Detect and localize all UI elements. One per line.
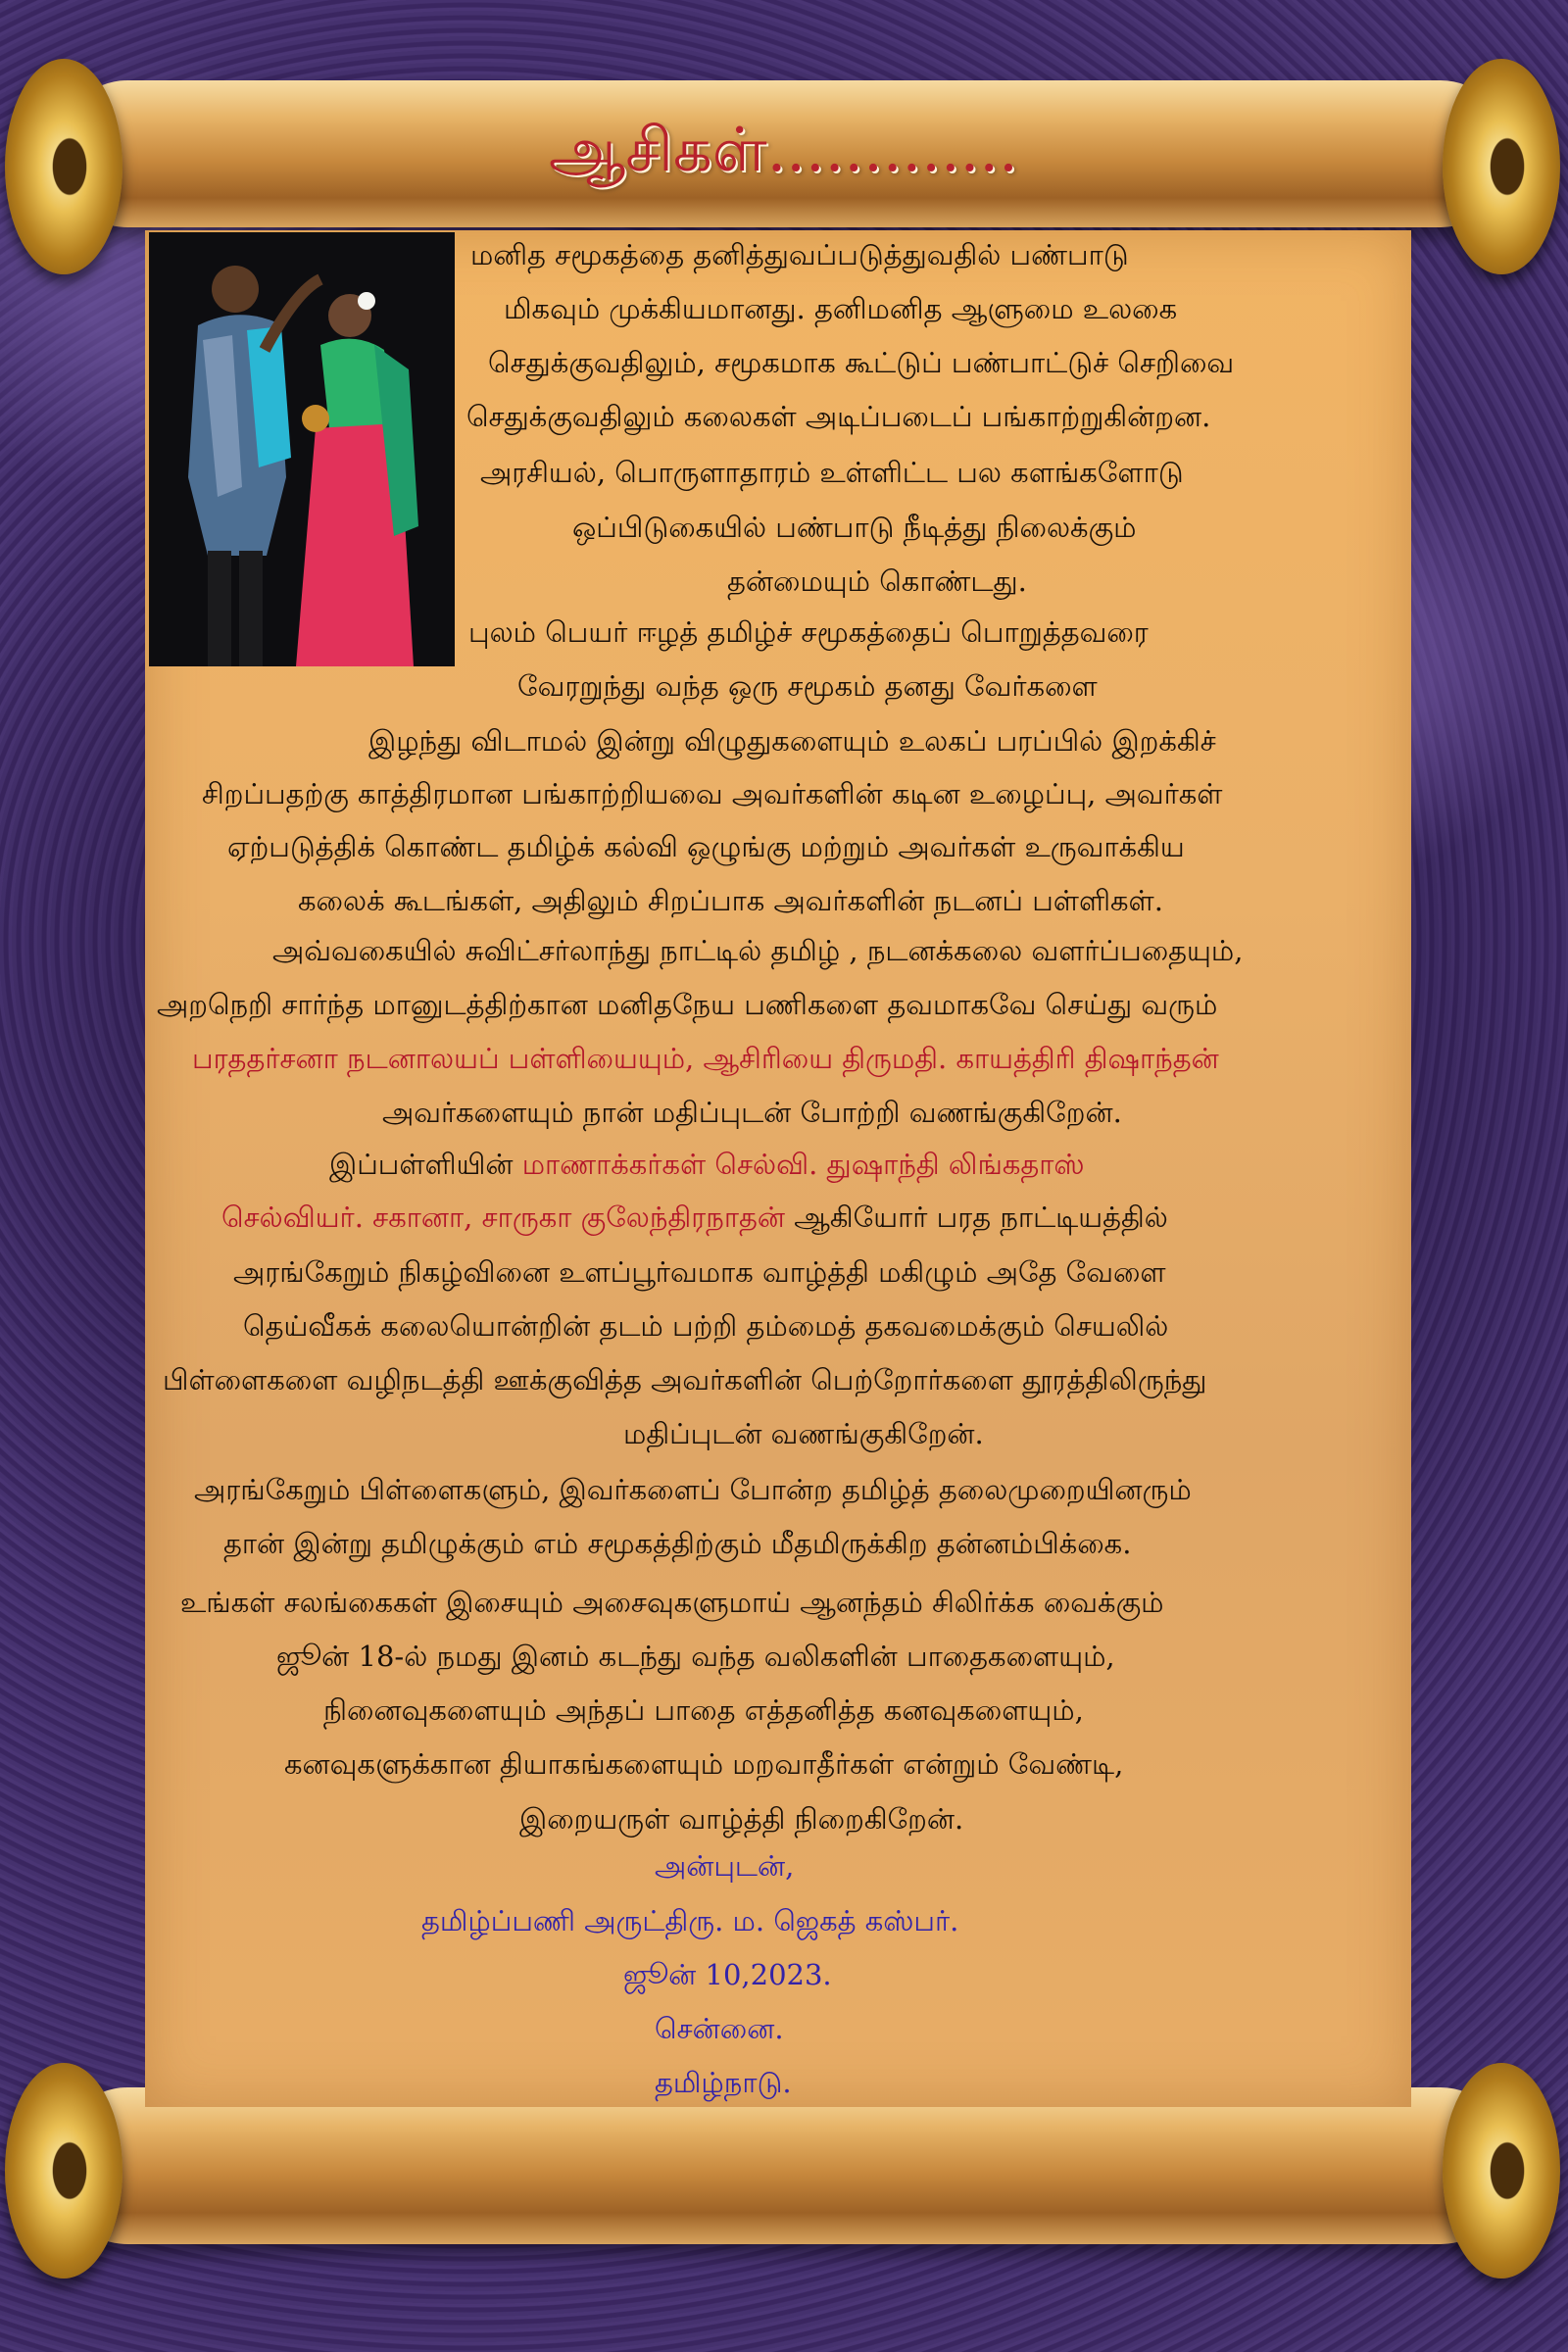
signature-city: சென்னை.: [655, 2012, 784, 2045]
students-line: [221, 1198, 1348, 1237]
body-line: இறையருள் வாழ்த்தி நிறைகிறேன்.: [519, 1802, 964, 1836]
body-text: ஆகியோர் பரத நாட்டியத்தில்: [794, 1200, 1168, 1234]
body-line: மனித சமூகத்தை தனித்துவப்படுத்துவதில் பண்பாடு: [470, 238, 1129, 271]
body-line: மிகவும் முக்கியமானது. தனிமனித ஆளுமை உலகை: [504, 292, 1178, 325]
body-line: செதுக்குவதிலும் கலைகள் அடிப்படைப் பங்காற்றுகின்றன.: [466, 400, 1211, 433]
body-line: வேரறுந்து வந்த ஒரு சமூகம் தனது வேர்களை: [517, 669, 1098, 703]
body-line: செதுக்குவதிலும், சமூகமாக கூட்டுப் பண்பாட்டுச் செறிவை: [488, 346, 1235, 379]
body-line: ஏற்படுத்திக் கொண்ட தமிழ்க் கல்வி ஒழுங்கு மற்றும் அவர்கள் உருவாக்கிய: [227, 830, 1185, 863]
body-line: அறநெறி சார்ந்த மானுடத்திற்கான மனிதநேய பணிகளை தவமாகவே செய்து வரும்: [157, 988, 1218, 1021]
body-line: அரசியல், பொருளாதாரம் உள்ளிட்ட பல களங்களோடு: [480, 456, 1184, 489]
signature-date: ஜூன் 10,2023.: [623, 1958, 832, 1991]
students-line: [329, 1145, 1309, 1184]
body-line: பிள்ளைகளை வழிநடத்தி ஊக்குவித்த அவர்களின் பெற்றோர்களை தூரத்திலிருந்து: [163, 1363, 1207, 1396]
signature-name: தமிழ்ப்பணி அருட்திரு. ம. ஜெகத் கஸ்பர்.: [421, 1904, 959, 1937]
student-names: செல்வியர். சகானா, சாருகா குலேந்திரநாதன்: [221, 1200, 786, 1234]
body-line: தெய்வீகக் கலையொன்றின் தடம் பற்றி தம்மைத் தகவமைக்கும் செயலில்: [243, 1309, 1169, 1343]
body-text: இப்பள்ளியின்: [329, 1148, 514, 1181]
body-line: ஜூன் 18-ல் நமது இனம் கடந்து வந்த வலிகளின் பாதைகளையும்,: [276, 1640, 1115, 1673]
scroll-knob-icon: [1443, 2063, 1560, 2278]
body-line: அவர்களையும் நான் மதிப்புடன் போற்றி வணங்குகிறேன்.: [382, 1096, 1122, 1129]
body-line: அரங்கேறும் பிள்ளைகளும், இவர்களைப் போன்ற தமிழ்த் தலைமுறையினரும்: [194, 1473, 1192, 1506]
scroll-bottom-roll: [59, 2087, 1509, 2244]
student-names: மாணாக்கர்கள் செல்வி. துஷாந்தி லிங்கதாஸ்: [521, 1148, 1085, 1181]
body-line: நினைவுகளையும் அந்தப் பாதை எத்தனித்த கனவுகளையும்,: [323, 1693, 1084, 1727]
body-line: அரங்கேறும் நிகழ்வினை உளப்பூர்வமாக வாழ்த்தி மகிழும் அதே வேளை: [233, 1255, 1166, 1289]
body-line: மதிப்புடன் வணங்குகிறேன்.: [623, 1417, 984, 1450]
body-line: கலைக் கூடங்கள், அதிலும் சிறப்பாக அவர்களின் நடனப் பள்ளிகள்.: [298, 884, 1163, 917]
signature-state: தமிழ்நாடு.: [655, 2066, 792, 2099]
body-line: கனவுகளுக்கான தியாகங்களையும் மறவாதீர்கள் என்றும் வேண்டி,: [284, 1747, 1124, 1781]
scroll-knob-icon: [5, 59, 122, 274]
scroll-knob-icon: [5, 2063, 122, 2278]
body-line: சிறப்பதற்கு காத்திரமான பங்காற்றியவை அவர்களின் கடின உழைப்பு, அவர்கள்: [202, 777, 1223, 810]
signature-greeting: அன்புடன்,: [655, 1849, 795, 1883]
scroll-knob-icon: [1443, 59, 1560, 274]
body-line: புலம் பெயர் ஈழத் தமிழ்ச் சமூகத்தைப் பொறுத்தவரை: [468, 615, 1149, 649]
body-line: உங்கள் சலங்கைகள் இசையும் அசைவுகளுமாய் ஆனந்தம் சிலிர்க்க வைக்கும்: [180, 1586, 1164, 1619]
body-line: தான் இன்று தமிழுக்கும் எம் சமூகத்திற்கும் மீதமிருக்கிற தன்னம்பிக்கை.: [223, 1527, 1132, 1560]
body-line: தன்மையும் கொண்டது.: [727, 564, 1027, 598]
page-title: ஆசிகள்.............: [549, 114, 1018, 185]
body-line: இழந்து விடாமல் இன்று விழுதுகளையும் உலகப் பரப்பில் இறக்கிச்: [368, 724, 1216, 758]
blessing-photo: [149, 232, 455, 666]
body-line: அவ்வகையில் சுவிட்சர்லாந்து நாட்டில் தமிழ் , நடனக்கலை வளர்ப்பதையும்,: [272, 934, 1244, 967]
body-line: ஒப்பிடுகையில் பண்பாடு நீடித்து நிலைக்கும்: [572, 511, 1137, 544]
school-name-line: பரததர்சனா நடனாலயப் பள்ளியையும், ஆசிரியை திருமதி. காயத்திரி திஷாந்தன்: [192, 1042, 1219, 1075]
